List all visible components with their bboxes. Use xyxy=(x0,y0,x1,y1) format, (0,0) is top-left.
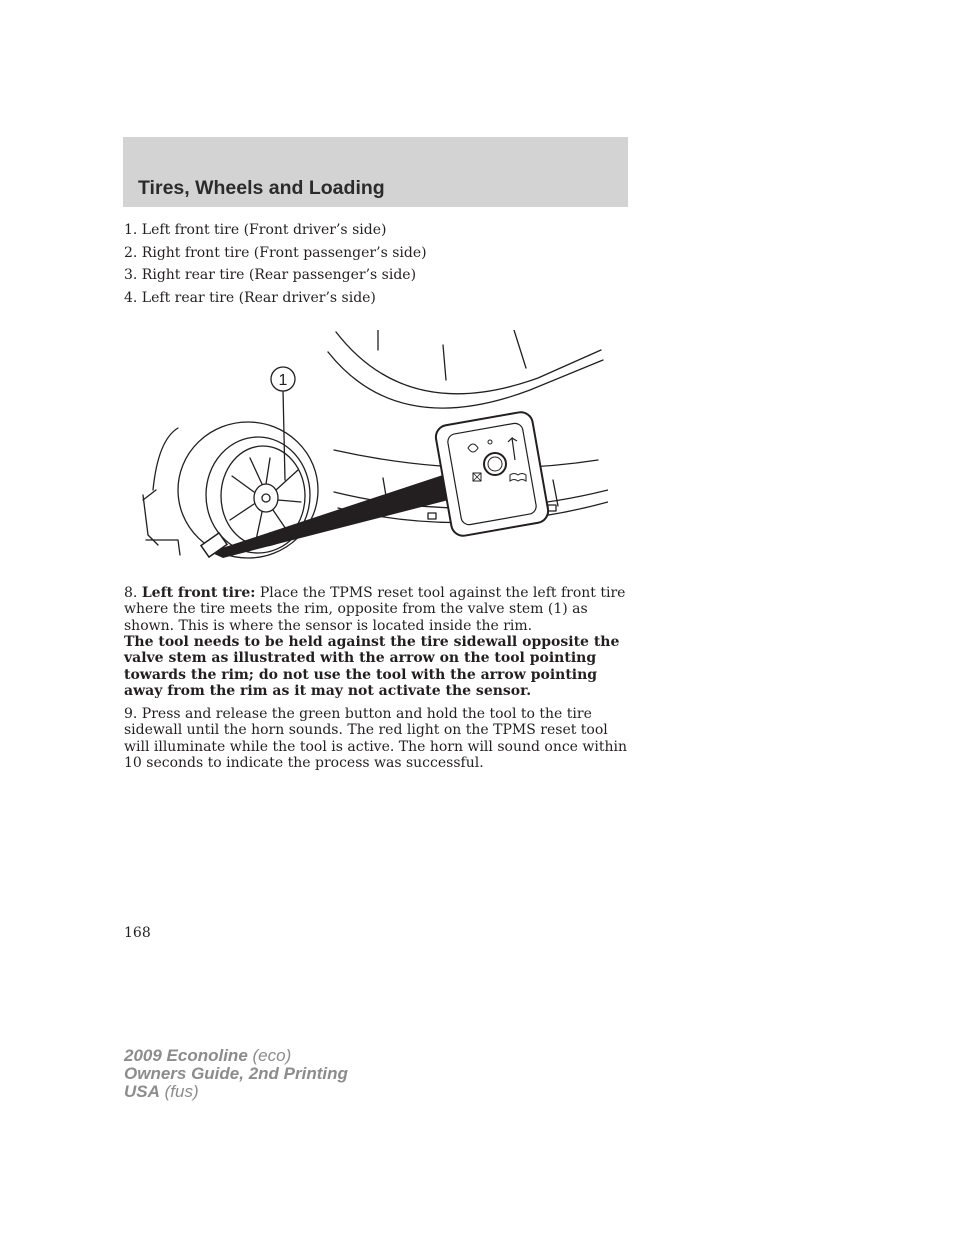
tpms-reset-tool xyxy=(434,410,550,537)
step-9-paragraph: 9. Press and release the green button and hold the tool to the tire sidewall until the horn sounds. The red light on the TPMS reset tool will illuminate while the tool is active. The horn will sound once within 10 seconds to indicate the process was successful. xyxy=(124,706,628,772)
footer-model: 2009 Econoline xyxy=(124,1046,248,1065)
list-item: 1. Left front tire (Front driver’s side) xyxy=(124,222,387,238)
callout-label: 1 xyxy=(278,372,288,389)
document-footer xyxy=(124,1047,348,1101)
step-body: Place the TPMS reset tool against the left front tire where the tire meets the rim, opposite from the valve stem (1) as shown. This is where the sensor is located inside the rim. xyxy=(124,585,626,634)
step-lead: Left front tire: xyxy=(141,585,256,601)
page-number: 168 xyxy=(124,925,151,941)
step-8-warning: The tool needs to be held against the tire sidewall opposite the valve stem as illustrated with the arrow on the tool pointing towards the rim; do not use the tool with the arrow pointing away from the rim as it may not activate the sensor. xyxy=(124,634,620,700)
footer-model-code: (eco) xyxy=(252,1046,292,1065)
section-header-band xyxy=(123,137,628,207)
list-item: 2. Right front tire (Front passenger’s side) xyxy=(124,244,427,261)
step-number: 8. xyxy=(124,585,138,601)
list-item: 4. Left rear tire (Rear driver’s side) xyxy=(124,290,376,307)
tpms-tool-illustration xyxy=(138,330,608,562)
footer-edition: Owners Guide, 2nd Printing xyxy=(124,1064,348,1083)
footer-market-code: (fus) xyxy=(164,1082,199,1101)
footer-market: USA xyxy=(124,1082,160,1101)
section-title: Tires, Wheels and Loading xyxy=(138,177,385,199)
step-8-paragraph xyxy=(124,585,632,634)
tire-position-list xyxy=(124,219,624,310)
list-item: 3. Right rear tire (Rear passenger’s side) xyxy=(124,267,417,284)
